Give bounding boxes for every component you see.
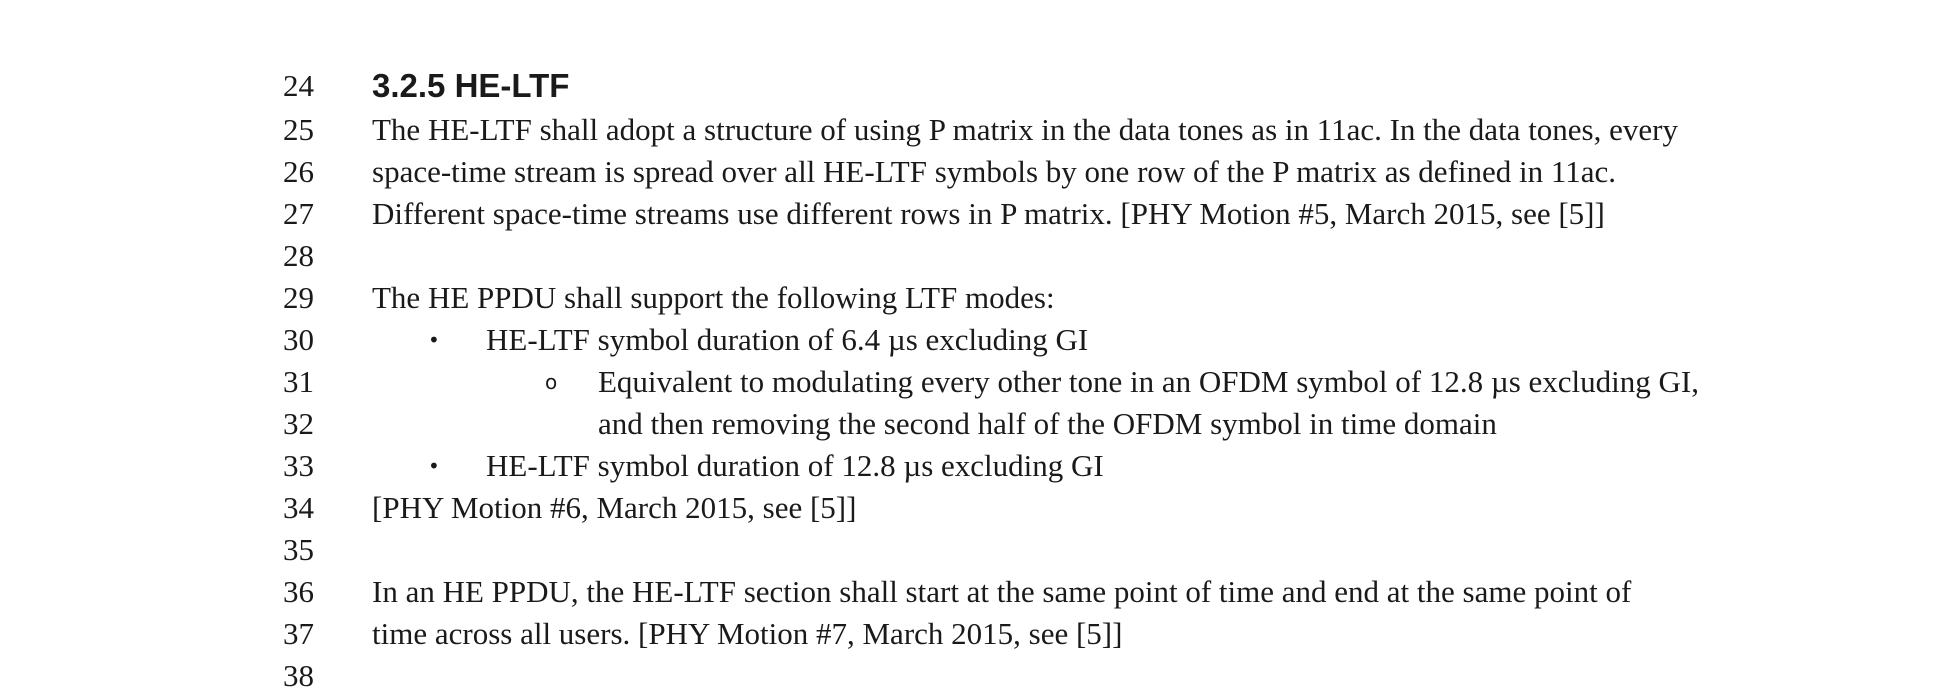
line-36 xyxy=(0,572,1941,612)
citation-text: [PHY Motion #6, March 2015, see [5]] xyxy=(372,490,857,525)
line-number: 26 xyxy=(283,154,314,189)
line-number: 36 xyxy=(283,574,314,609)
line-30 xyxy=(0,320,1941,360)
paragraph-text: Different space-time streams use different rows in P matrix. [PHY Motion #5, March 2015, see [5]] xyxy=(372,196,1605,231)
line-number: 30 xyxy=(283,322,314,357)
line-37 xyxy=(0,614,1941,654)
line-number: 31 xyxy=(283,364,314,399)
section-heading: 3.2.5 HE-LTF xyxy=(372,67,570,104)
sub-list-item-continuation: and then removing the second half of the OFDM symbol in time domain xyxy=(598,406,1497,441)
line-number: 27 xyxy=(283,196,314,231)
line-number: 37 xyxy=(283,616,314,651)
paragraph-text: In an HE PPDU, the HE-LTF section shall start at the same point of time and end at the same point of xyxy=(372,574,1632,609)
line-27 xyxy=(0,194,1941,234)
line-33 xyxy=(0,446,1941,486)
list-item: HE-LTF symbol duration of 6.4 µs excluding GI xyxy=(486,322,1089,357)
circle-bullet-icon: o xyxy=(545,370,558,394)
line-29 xyxy=(0,278,1941,318)
line-number: 38 xyxy=(283,658,314,693)
line-number: 34 xyxy=(283,490,314,525)
sub-list-item: Equivalent to modulating every other tone in an OFDM symbol of 12.8 µs excluding GI, xyxy=(598,364,1699,399)
line-25 xyxy=(0,110,1941,150)
list-item: HE-LTF symbol duration of 12.8 µs excluding GI xyxy=(486,448,1104,483)
line-34 xyxy=(0,488,1941,528)
paragraph-text: time across all users. [PHY Motion #7, March 2015, see [5]] xyxy=(372,616,1123,651)
line-number: 29 xyxy=(283,280,314,315)
line-28 xyxy=(0,236,1941,276)
line-number: 25 xyxy=(283,112,314,147)
line-32 xyxy=(0,404,1941,444)
line-number: 33 xyxy=(283,448,314,483)
line-number: 24 xyxy=(283,68,314,103)
line-number: 32 xyxy=(283,406,314,441)
line-35 xyxy=(0,530,1941,570)
bullet-icon: • xyxy=(428,454,440,478)
line-26 xyxy=(0,152,1941,192)
line-38 xyxy=(0,656,1941,696)
line-31 xyxy=(0,362,1941,402)
line-number: 28 xyxy=(283,238,314,273)
bullet-icon: • xyxy=(428,328,440,352)
paragraph-text: The HE-LTF shall adopt a structure of using P matrix in the data tones as in 11ac. In the data tones, every xyxy=(372,112,1678,147)
paragraph-text: The HE PPDU shall support the following LTF modes: xyxy=(372,280,1055,315)
paragraph-text: space-time stream is spread over all HE-LTF symbols by one row of the P matrix as defined in 11ac. xyxy=(372,154,1616,189)
line-number: 35 xyxy=(283,532,314,567)
line-24 xyxy=(0,66,1941,106)
